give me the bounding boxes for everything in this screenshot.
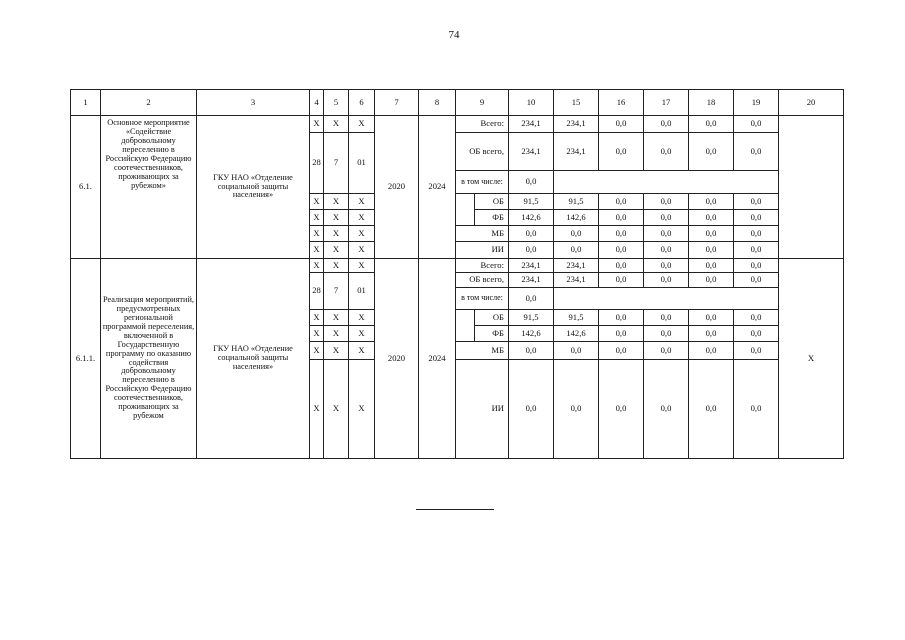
executor: ГКУ НАО «Отделение социальной защиты населения» — [196, 258, 310, 459]
header-cell: 15 — [553, 89, 599, 116]
x-mark: X — [348, 241, 375, 259]
value-cell: 0,0 — [508, 287, 554, 310]
value-cell: 0,0 — [643, 325, 689, 342]
x-mark: X — [309, 325, 324, 342]
source-label: в том числе: — [455, 287, 509, 310]
source-label: МБ — [455, 341, 509, 360]
value-cell: 0,0 — [598, 241, 644, 259]
year-start: 2020 — [374, 258, 419, 459]
x-mark: X — [348, 225, 375, 242]
source-label: ОБ — [474, 309, 509, 326]
code-col6: 01 — [348, 132, 375, 194]
value-cell: 0,0 — [553, 241, 599, 259]
header-cell: 17 — [643, 89, 689, 116]
value-cell: 234,1 — [508, 132, 554, 171]
x-mark: X — [348, 325, 375, 342]
x-mark: X — [323, 225, 349, 242]
col20-cell — [778, 115, 844, 259]
value-cell: 0,0 — [733, 241, 779, 259]
value-cell: 0,0 — [688, 225, 734, 242]
x-mark: X — [348, 309, 375, 326]
value-cell: 91,5 — [553, 193, 599, 210]
value-cell: 234,1 — [508, 258, 554, 273]
value-cell: 0,0 — [598, 225, 644, 242]
source-label: в том числе: — [455, 170, 509, 194]
value-cell: 234,1 — [553, 115, 599, 133]
value-cell: 0,0 — [643, 209, 689, 226]
x-mark: X — [309, 341, 324, 360]
x-mark: X — [348, 359, 375, 459]
value-cell: 0,0 — [598, 272, 644, 288]
value-cell: 91,5 — [508, 309, 554, 326]
x-mark: X — [309, 309, 324, 326]
year-end: 2024 — [418, 258, 456, 459]
source-label: ОБ — [474, 193, 509, 210]
value-cell: 234,1 — [508, 272, 554, 288]
x-mark: X — [323, 241, 349, 259]
value-cell: 0,0 — [508, 341, 554, 360]
value-cell: 0,0 — [598, 193, 644, 210]
source-label: ИИ — [455, 241, 509, 259]
value-cell: 0,0 — [508, 359, 554, 459]
source-label: ОБ всего, — [455, 272, 509, 288]
value-cell: 0,0 — [643, 132, 689, 171]
value-cell: 0,0 — [688, 359, 734, 459]
value-cell: 0,0 — [598, 132, 644, 171]
value-cell: 0,0 — [643, 309, 689, 326]
value-cell: 142,6 — [508, 325, 554, 342]
label-indent — [455, 325, 475, 342]
value-cell: 0,0 — [553, 359, 599, 459]
value-cell: 0,0 — [733, 193, 779, 210]
label-indent — [455, 193, 475, 210]
x-mark: X — [309, 258, 324, 273]
x-mark: X — [348, 193, 375, 210]
value-cell: 0,0 — [553, 225, 599, 242]
value-cell: 0,0 — [643, 225, 689, 242]
value-cell: 0,0 — [643, 258, 689, 273]
value-cell: 234,1 — [553, 132, 599, 171]
x-mark: X — [309, 359, 324, 459]
header-cell: 8 — [418, 89, 456, 116]
value-cell: 91,5 — [508, 193, 554, 210]
x-mark: X — [309, 225, 324, 242]
code-col5: 7 — [323, 132, 349, 194]
value-cell: 0,0 — [688, 258, 734, 273]
source-label: Всего: — [455, 258, 509, 273]
x-mark: X — [348, 341, 375, 360]
code-col5: 7 — [323, 272, 349, 310]
x-mark: X — [309, 193, 324, 210]
row-number: 6.1. — [70, 115, 101, 259]
value-cell: 0,0 — [688, 309, 734, 326]
value-cell: 0,0 — [643, 241, 689, 259]
year-end: 2024 — [418, 115, 456, 259]
x-mark: X — [323, 325, 349, 342]
header-cell: 9 — [455, 89, 509, 116]
value-cell: 142,6 — [553, 209, 599, 226]
page-number: 74 — [448, 29, 460, 41]
value-cell: 0,0 — [733, 115, 779, 133]
value-cell: 0,0 — [733, 225, 779, 242]
header-cell: 7 — [374, 89, 419, 116]
header-cell: 19 — [733, 89, 779, 116]
value-cell: 0,0 — [598, 258, 644, 273]
value-cell: 0,0 — [643, 193, 689, 210]
year-start: 2020 — [374, 115, 419, 259]
label-indent — [455, 209, 475, 226]
measure-name: Основное мероприятие «Содействие добровольному переселению в Российскую Федерацию соотечественников, проживающих за рубежом» — [100, 115, 197, 259]
source-label: МБ — [455, 225, 509, 242]
x-mark: X — [348, 209, 375, 226]
value-cell: 0,0 — [688, 272, 734, 288]
value-cell-empty — [553, 170, 779, 194]
value-cell: 0,0 — [598, 341, 644, 360]
measure-name: Реализация мероприятий, предусмотренных региональной программой переселения, включенной в Государственную программу по оказанию содействия добровольному переселению в Российскую Федерацию соотечественников, проживающих за рубежом — [100, 258, 197, 459]
value-cell: 0,0 — [688, 115, 734, 133]
source-label: ОБ всего, — [455, 132, 509, 171]
header-cell: 2 — [100, 89, 197, 116]
value-cell: 0,0 — [598, 309, 644, 326]
value-cell: 0,0 — [598, 359, 644, 459]
source-label: ФБ — [474, 209, 509, 226]
value-cell: 0,0 — [688, 325, 734, 342]
value-cell: 91,5 — [553, 309, 599, 326]
value-cell: 0,0 — [733, 325, 779, 342]
x-mark: X — [348, 115, 375, 133]
value-cell: 142,6 — [508, 209, 554, 226]
header-cell: 6 — [348, 89, 375, 116]
x-mark: X — [323, 115, 349, 133]
x-mark: X — [323, 193, 349, 210]
row-number: 6.1.1. — [70, 258, 101, 459]
footer-divider — [416, 509, 494, 510]
header-cell: 5 — [323, 89, 349, 116]
value-cell: 0,0 — [598, 325, 644, 342]
x-mark: X — [309, 115, 324, 133]
executor: ГКУ НАО «Отделение социальной защиты населения» — [196, 115, 310, 259]
value-cell: 0,0 — [553, 341, 599, 360]
code-col6: 01 — [348, 272, 375, 310]
header-cell: 10 — [508, 89, 554, 116]
value-cell: 0,0 — [733, 272, 779, 288]
header-cell: 1 — [70, 89, 101, 116]
source-label: ИИ — [455, 359, 509, 459]
value-cell: 234,1 — [508, 115, 554, 133]
header-cell: 16 — [598, 89, 644, 116]
value-cell: 0,0 — [733, 258, 779, 273]
col20-cell: X — [778, 258, 844, 459]
header-cell: 3 — [196, 89, 310, 116]
value-cell: 0,0 — [688, 132, 734, 171]
value-cell-empty — [553, 287, 779, 310]
value-cell: 0,0 — [508, 241, 554, 259]
header-cell: 18 — [688, 89, 734, 116]
value-cell: 0,0 — [643, 359, 689, 459]
source-label: ФБ — [474, 325, 509, 342]
code-col4: 28 — [309, 272, 324, 310]
value-cell: 0,0 — [733, 132, 779, 171]
header-cell: 20 — [778, 89, 844, 116]
value-cell: 0,0 — [643, 115, 689, 133]
value-cell: 0,0 — [688, 193, 734, 210]
value-cell: 0,0 — [643, 272, 689, 288]
value-cell: 0,0 — [688, 209, 734, 226]
x-mark: X — [323, 209, 349, 226]
x-mark: X — [348, 258, 375, 273]
value-cell: 234,1 — [553, 258, 599, 273]
value-cell: 0,0 — [598, 115, 644, 133]
value-cell: 0,0 — [508, 170, 554, 194]
x-mark: X — [323, 359, 349, 459]
value-cell: 0,0 — [688, 341, 734, 360]
x-mark: X — [309, 241, 324, 259]
x-mark: X — [309, 209, 324, 226]
value-cell: 142,6 — [553, 325, 599, 342]
value-cell: 0,0 — [598, 209, 644, 226]
value-cell: 0,0 — [733, 359, 779, 459]
value-cell: 234,1 — [553, 272, 599, 288]
value-cell: 0,0 — [508, 225, 554, 242]
value-cell: 0,0 — [688, 241, 734, 259]
x-mark: X — [323, 309, 349, 326]
header-cell: 4 — [309, 89, 324, 116]
value-cell: 0,0 — [733, 309, 779, 326]
value-cell: 0,0 — [643, 341, 689, 360]
value-cell: 0,0 — [733, 209, 779, 226]
label-indent — [455, 309, 475, 326]
x-mark: X — [323, 341, 349, 360]
source-label: Всего: — [455, 115, 509, 133]
code-col4: 28 — [309, 132, 324, 194]
value-cell: 0,0 — [733, 341, 779, 360]
x-mark: X — [323, 258, 349, 273]
